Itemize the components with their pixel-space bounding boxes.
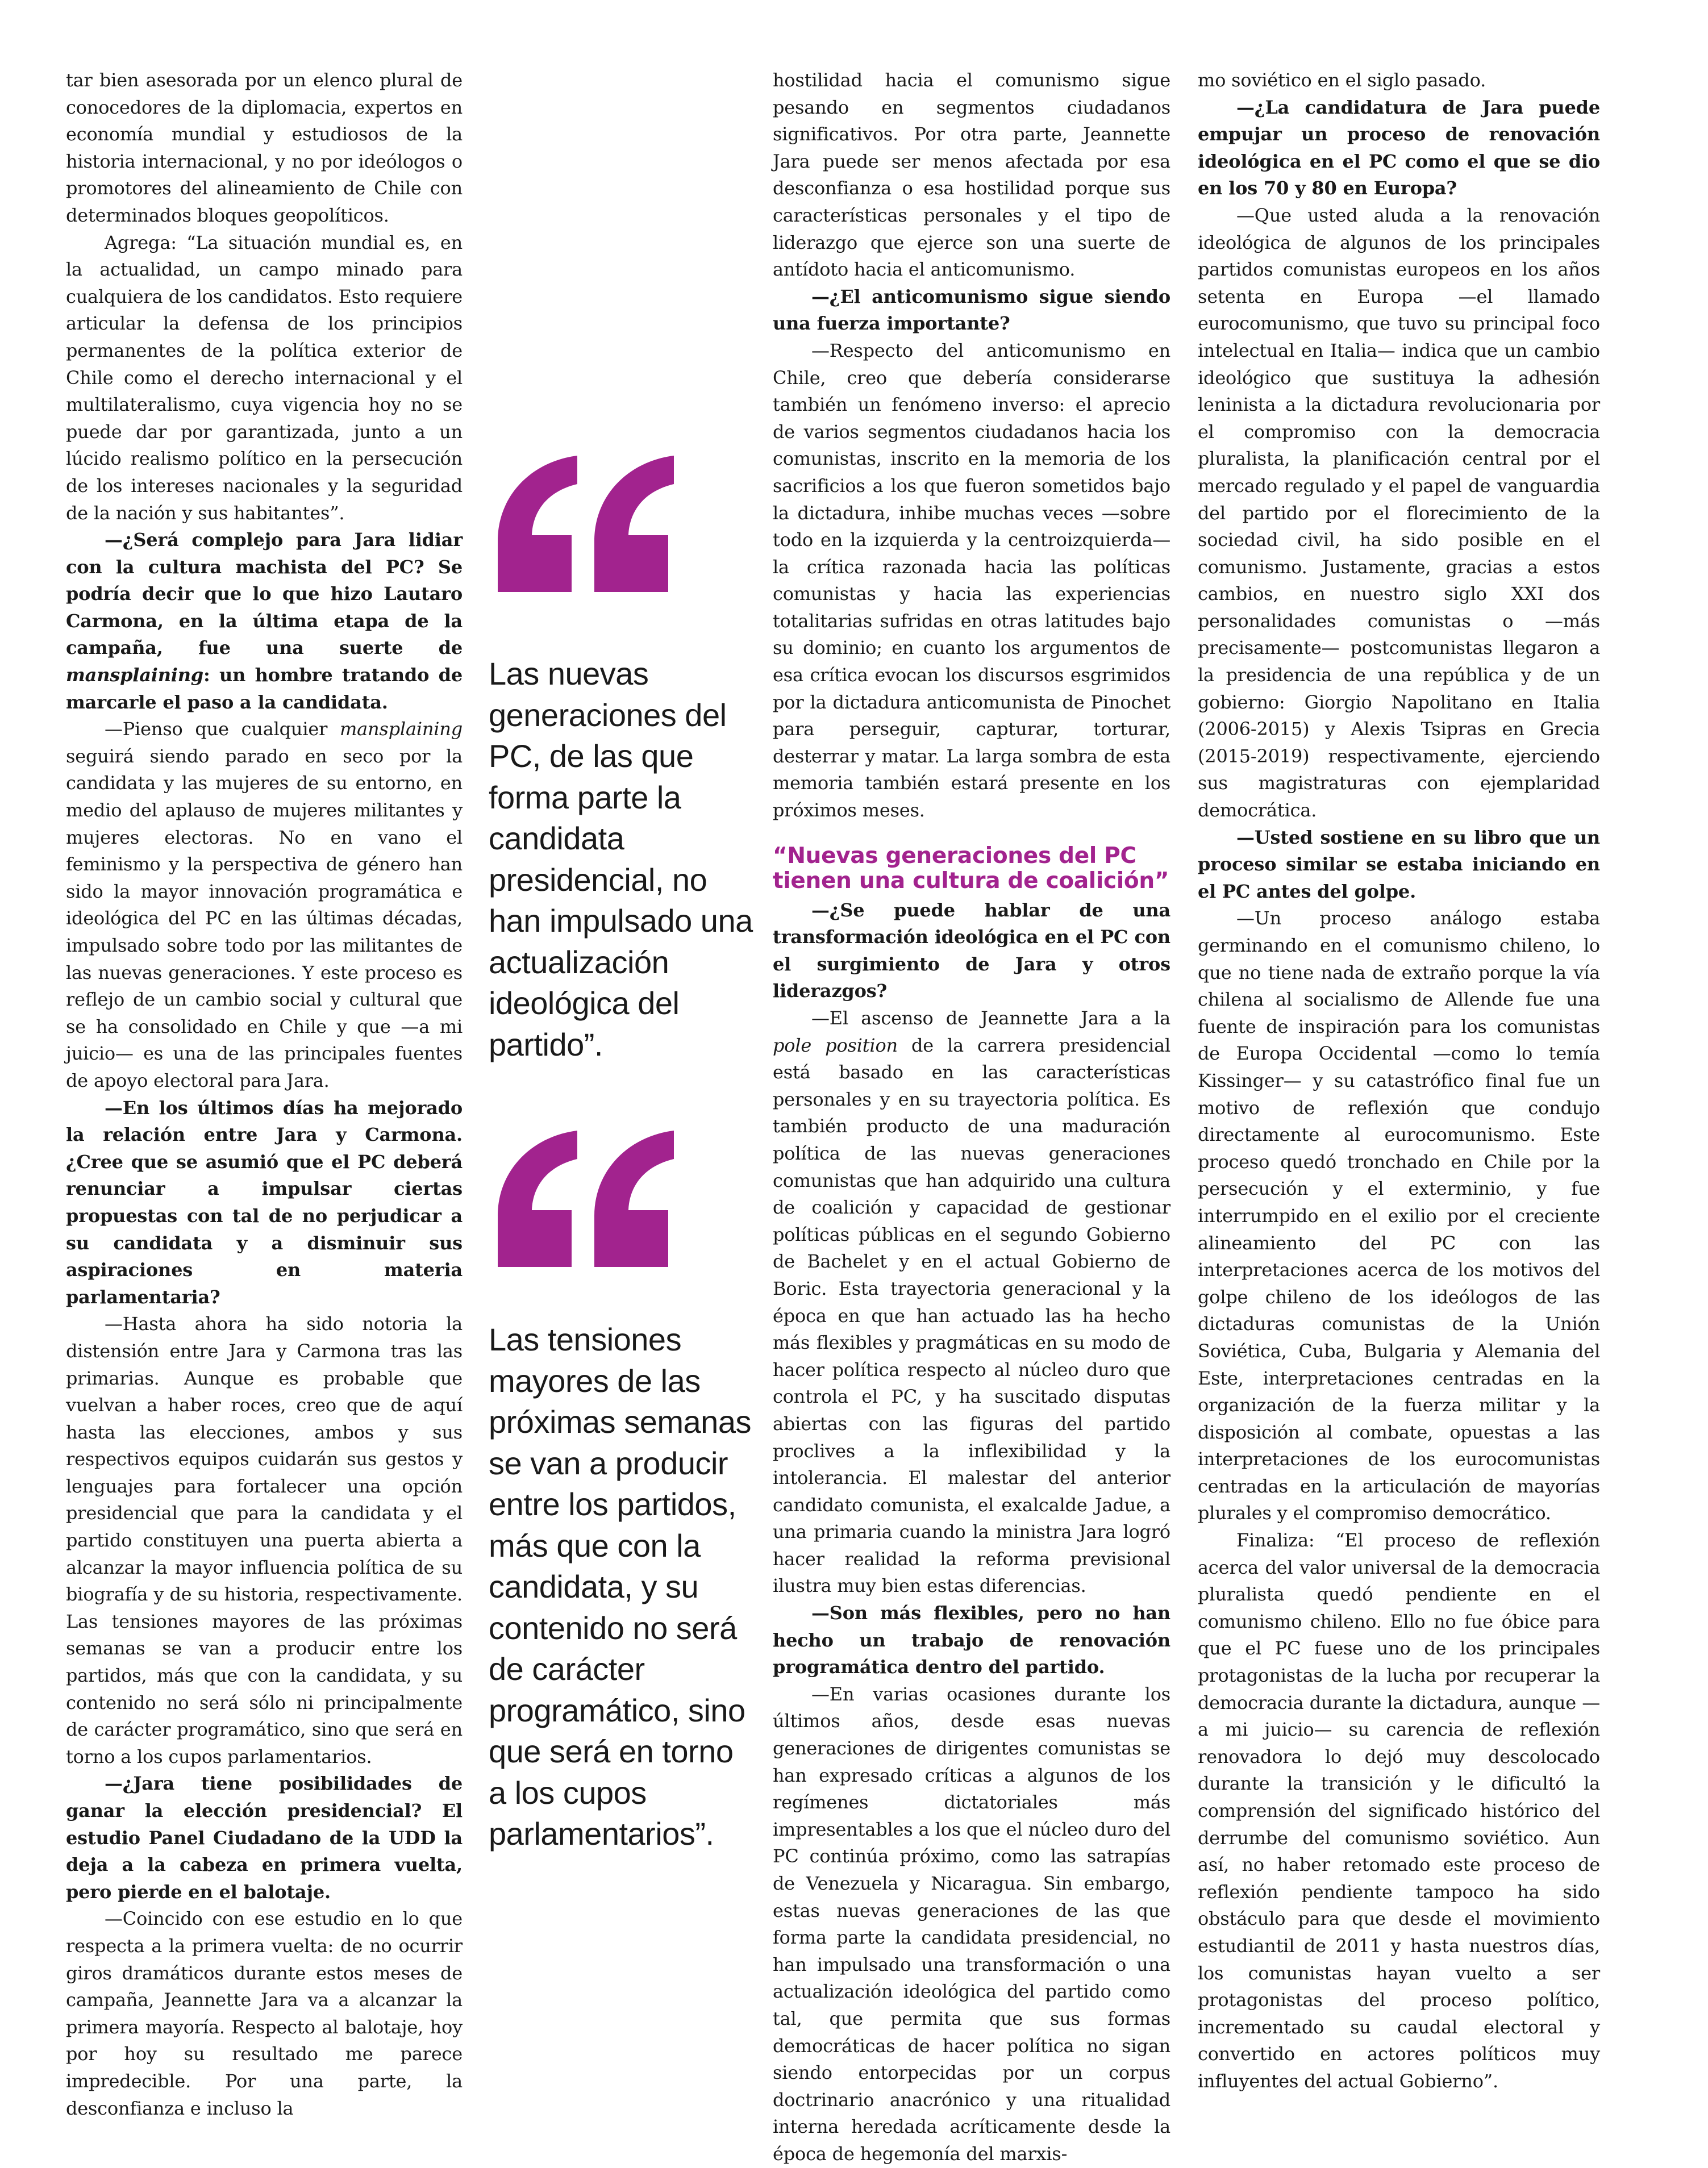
interview-question: —Son más flexibles, pero no han hecho un trabajo de renovación programática dentro del partido. (773, 1602, 1170, 1678)
quote-mark-icon (492, 1131, 680, 1267)
interview-question: —¿La candidatura de Jara puede empujar un proceso de renovación ideológica en el PC como el que se dio en los 70 y 80 en Europa? (1198, 96, 1600, 199)
paragraph: tar bien asesorada por un elenco plural de conocedores de la diplomacia, expertos en economía mundial y estudiosos de la historia internacional, y no por ideólogos o promotores del alineamiento de Chile con determinados bloques geopolíticos. (66, 69, 463, 226)
text-run: —¿Será complejo para Jara lidiar con la cultura machista del PC? Se podría decir que lo que hizo Lautaro Carmona, en la última etapa de la campaña, fue una suerte de (66, 529, 463, 659)
paragraph (66, 716, 463, 1094)
text-run: —El ascenso de Jeannette Jara a la (811, 1007, 1170, 1029)
text-run: seguirá siendo parado en seco por la candidata y las mujeres de su entorno, en medio del aplauso de mujeres militantes y mujeres electoras. No en vano el feminismo y la perspectiva de género han sido la mayor innovación programática e ideológica del PC en las últimas décadas, impulsado sobre todo por las militantes de las nuevas generaciones. Y este proceso es reflejo de un cambio social y cultural que se ha consolidado en Chile y que —a mi juicio— es una de las principales fuentes de apoyo electoral para Jara. (66, 745, 463, 1091)
pull-quote-2: Las tensiones mayores de las próximas semanas se van a producir entre los partidos, más que con la candidata, y su contenido no será de carácter programático, sino que será en torno a los cupos parlamentarios”. (489, 1321, 751, 1852)
interview-question: —¿El anticomunismo sigue siendo una fuerza importante? (773, 285, 1170, 335)
paragraph (773, 1005, 1170, 1600)
interview-question: —En los últimos días ha mejorado la relación entre Jara y Carmona. ¿Cree que se asumió que el PC deberá renunciar a impulsar ciertas propuestas con tal de no perjudicar a su candidata y a disminuir sus aspiraciones en materia parlamentaria? (66, 1096, 463, 1308)
paragraph: —Un proceso análogo estaba germinando en el comunismo chileno, lo que no tiene nada de extraño porque la vía chilena al socialismo de Allende fue una fuente de inspiración para los comunistas de Europa Occidental —como lo temía Kissinger— y su catastrófico final fue un motivo de reflexión que condujo directamente al eurocomunismo. Este proceso quedó tronchado en Chile por la persecución y el exterminio, y fue interrumpido en el exilio por el creciente alineamiento del PC con las interpretaciones acerca de los motivos del golpe chileno de los ideólogos de las dictaduras comunistas de la Unión Soviética, Cuba, Bulgaria y Alemania del Este, interpretaciones centradas en la organización de la fuerza militar y la disposición al combate, opuestas a las interpretaciones de los eurocomunistas centradas en la articulación de mayorías plurales y el compromiso democrático. (1198, 907, 1600, 1524)
paragraph: —En varias ocasiones durante los últimos años, desde esas nuevas generaciones de dirigentes comunistas se han expresado críticas a algunos de los regímenes dictatoriales más impresentables a los que el núcleo duro del PC continúa próximo, como las satrapías de Venezuela y Nicaragua. Sin embargo, estas nuevas generaciones de las que forma parte la candidata presidencial, no han impulsado una transformación o una actualización ideológica del partido como tal, que permita que sus formas democráticas de hacer política no sigan siendo entorpecidas por un corpus doctrinario anacrónico y una ritualidad interna heredada acríticamente desde la época de hegemonía del marxis- (773, 1683, 1170, 2165)
paragraph: —Respecto del anticomunismo en Chile, creo que debería considerarse también un fenómeno inverso: el aprecio de varios segmentos ciudadanos hacia los comunistas, inscrito en la memoria de los sacrificios a los que fueron sometidos bajo la dictadura, inhibe muchas veces —sobre todo en la izquierda y la centroizquierda— la crítica razonada hacia las políticas comunistas y hacia las experiencias totalitarias sufridas en otras latitudes bajo su dominio; en cuanto los argumentos de esa crítica evocan los discursos esgrimidos por la dictadura anticomunista de Pinochet para perseguir, capturar, torturar, desterrar y matar. La larga sombra de esta memoria también estará presente en los próximos meses. (773, 339, 1170, 822)
text-run: de la carrera presidencial está basado en las características personales y en su trayectoria política. Es también producto de una maduración política de las nuevas generaciones comunistas que han adquirido una cultura de coalición y capacidad de gestionar políticas públicas en el segundo Gobierno de Bachelet y en el actual Gobierno de Boric. Esta trayectoria generacional y la época en que han actuado las ha hecho más flexibles y pragmáticas en su modo de hacer política respecto al núcleo duro que controla el PC, y ha suscitado disputas abiertas con las figuras del partido proclives a la inflexibilidad y la intolerancia. El malestar del anterior candidato comunista, el exalcalde Jadue, a una primaria cuando la ministra Jara logró hacer realidad la reforma previsional ilustra muy bien estas diferencias. (773, 1034, 1170, 1597)
article-column-1 (66, 67, 463, 2122)
article-column-3 (773, 67, 1170, 2168)
section-subheading: “Nuevas generaciones del PC tienen una cultura de coalición” (773, 843, 1169, 894)
interview-question: —¿Jara tiene posibilidades de ganar la elección presidencial? El estudio Panel Ciudadano de la UDD la deja a la cabeza en primera vuelta, pero pierde en el balotaje. (66, 1773, 463, 1903)
text-run: —Pienso que cualquier (105, 718, 340, 740)
pull-quote-1: Las nuevas generaciones del PC, de las que forma parte la candidata presidencial, no han impulsado una actualización ideológica del partido”. (489, 656, 753, 1062)
paragraph: —Que usted aluda a la renovación ideológica de algunos de los principales partidos comunistas europeos en los años setenta en Europa —el llamado eurocomunismo, que tuvo su principal foco intelectual en Italia— indica que un cambio ideológico que sustituya la adhesión leninista a la dictadura revolucionaria por el compromiso con la democracia pluralista, la planificación central por el mercado regulado y el papel de vanguardia del partido por el florecimiento de la sociedad civil, ha sido posible en el comunismo. Justamente, gracias a estos cambios, en nuestro siglo XXI dos personalidades comunistas o —más precisamente— postcomunistas llegaron a la presidencia de una república y de un gobierno: Giorgio Napolitano en Italia (2006-2015) y Alexis Tsipras en Grecia (2015-2019) respectivamente, ejerciendo sus magistraturas con ejemplaridad democrática. (1198, 204, 1600, 822)
interview-question: —Usted sostiene en su libro que un proceso similar se estaba iniciando en el PC antes del golpe. (1198, 826, 1600, 902)
paragraph: —Hasta ahora ha sido notoria la distensión entre Jara y Carmona tras las primarias. Aunque es probable que vuelvan a haber roces, creo que de aquí hasta las elecciones, ambos y sus respectivos equipos cuidarán sus gestos y lenguajes para fortalecer una opción presidencial que para la candidata y el partido constituyen una puerta abierta a alcanzar la mayor influencia política de su biografía y de su historia, respectivamente. Las tensiones mayores de las próximas semanas se van a producir entre los partidos, más que con la candidata, y su contenido no será sólo ni principalmente de carácter programático, sino que será en torno a los cupos parlamentarios. (66, 1313, 463, 1767)
article-column-4 (1198, 67, 1600, 2095)
paragraph: —Coincido con ese estudio en lo que respecta a la primera vuelta: de no ocurrir giros dramáticos durante estos meses de campaña, Jeannette Jara va a alcanzar la primera mayoría. Respecto al balotaje, hoy por hoy su resultado me parece impredecible. Por una parte, la desconfianza e incluso la (66, 1908, 463, 2119)
italic-term: mansplaining (339, 718, 463, 740)
interview-question (66, 527, 463, 716)
text-run: : un hombre tratando de marcarle el paso a la candidata. (66, 664, 463, 713)
paragraph: Finaliza: “El proceso de reflexión acerca del valor universal de la democracia pluralista quedó pendiente en el comunismo chileno. Ello no fue óbice para que el PC fuese uno de los principales protagonistas de la lucha por recuperar la democracia durante la dictadura, aunque —a mi juicio— su carencia de reflexión renovadora lo dejó muy descolocado durante la transición y le dificultó la comprensión del significado histórico del derrumbe del comunismo soviético. Aun así, no haber retomado este proceso de reflexión pendiente tampoco ha sido obstáculo para que desde el movimiento estudiantil de 2011 y hasta nuestros días, los comunistas hayan vuelto a ser protagonistas del proceso político, incrementado su caudal electoral y convertido en actores políticos muy influyentes del actual Gobierno”. (1198, 1529, 1600, 2092)
quote-mark-icon (492, 456, 680, 592)
paragraph: Agrega: “La situación mundial es, en la actualidad, un campo minado para cualquiera de los candidatos. Esto requiere articular la defensa de los principios permanentes de la política exterior de Chile como el derecho internacional y el multilateralismo, cuya vigencia hoy no se puede dar por garantizada, junto a un lúcido realismo político en la persecución de los intereses nacionales y la seguridad de la nación y sus habitantes”. (66, 231, 463, 524)
paragraph: mo soviético en el siglo pasado. (1198, 69, 1486, 91)
italic-term: mansplaining (66, 664, 203, 686)
paragraph: hostilidad hacia el comunismo sigue pesando en segmentos ciudadanos significativos. Por otra parte, Jeannette Jara puede ser menos afectada por esa desconfianza o esa hostilidad porque sus características personales y el tipo de liderazgo que ejerce son una suerte de antídoto hacia el anticomunismo. (773, 69, 1170, 281)
interview-question: —¿Se puede hablar de una transformación ideológica en el PC con el surgimiento de Jara y otros liderazgos? (773, 899, 1170, 1002)
italic-term: pole position (773, 1034, 898, 1056)
